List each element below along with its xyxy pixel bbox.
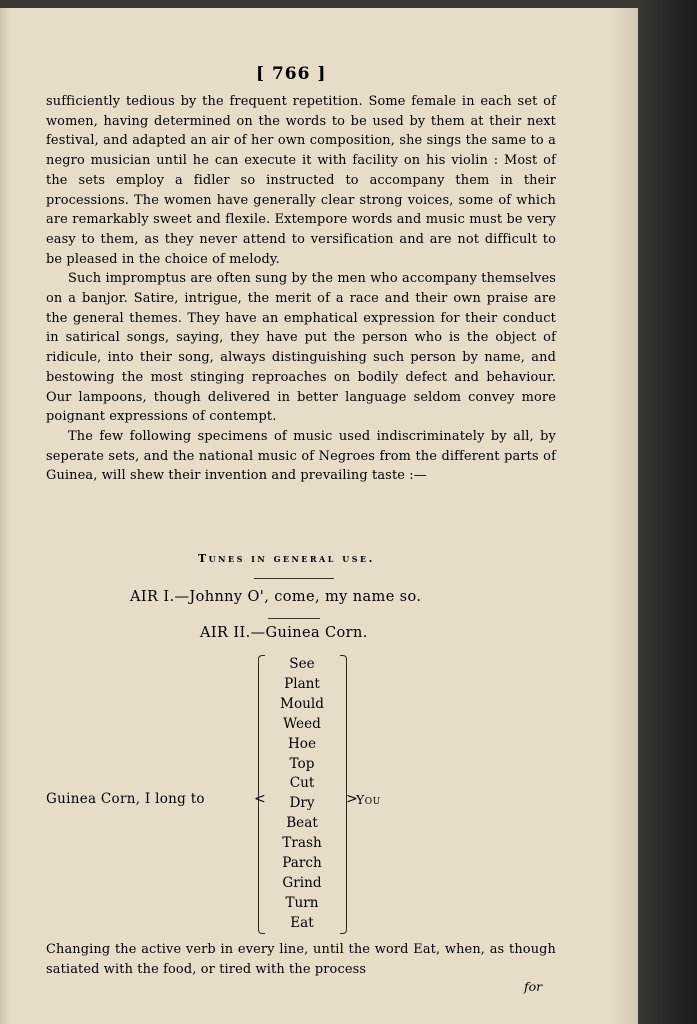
verb-item: Plant [284,675,320,692]
tunes-heading: Tunes in general use. [198,552,375,565]
paragraph-3: The few following specimens of music used indiscriminately by all, by seperate sets, and the national music of Negroes from the different parts of Guinea, will shew their invention and prevailing taste :— [46,428,556,484]
you-word: You [356,792,381,807]
verb-item: Eat [290,914,314,931]
less-than-symbol: < [254,791,266,807]
guinea-corn-prefix: Guinea Corn, I long to [46,791,205,807]
verb-item: Trash [282,835,322,852]
air-2-title: AIR II.—Guinea Corn. [200,625,368,641]
verb-item: Mould [280,695,324,712]
page-fold-shadow [610,8,638,1024]
paragraph-2: Such impromptus are often sung by the men who accompany themselves on a banjor. Satire, intrigue, the merit of a race and their own praise are the general themes. They have an emphatical expression for their conduct in satirical songs, saying, they have put the person who is the object of ridicule, into their song, always distinguishing such person by name, and bestowing the most stinging reproaches on bodily defect and behaviour. Our lampoons, though delivered in better language seldom convey more poignant expressions of contempt. [46,271,556,425]
book-spine [638,0,697,1024]
verb-item: Parch [282,855,322,872]
air-rule [268,618,320,619]
greater-than-symbol: > [346,791,358,807]
verb-item: Grind [282,874,322,891]
verb-item: Beat [286,815,318,832]
verb-item: Hoe [287,735,317,752]
verb-item: Dry [289,795,315,812]
verb-item: Cut [289,775,315,792]
heading-rule [254,578,334,579]
page-left-edge [0,8,10,1024]
air-1-title: AIR I.—Johnny O', come, my name so. [130,589,422,605]
body-text [46,92,556,486]
catchword: for [524,979,543,994]
verb-item: Top [289,755,315,772]
verb-item: Turn [285,894,319,911]
closing-text: Changing the active verb in every line, until the word Eat, when, as though satiated with the food, or tired with the process [46,942,556,977]
verb-list [272,655,332,934]
top-shadow-band [0,0,638,8]
verb-item: Weed [283,715,321,732]
page-number: [ 766 ] [256,64,327,84]
paragraph-1: sufficiently tedious by the frequent repetition. Some female in each set of women, having determined on the words to be used by them at their next festival, and adapted an air of her own composition, she sings the same to a negro musician until he can execute it with facility on his violin : Most of the sets employ a fidler so instructed to accompany them in their processions. The women have generally clear strong voices, some of which are remarkably sweet and flexile. Extempore words and music must be very easy to them, as they never attend to versification and are not difficult to be pleased in the choice of melody. [46,94,556,267]
verb-item: See [289,656,315,672]
